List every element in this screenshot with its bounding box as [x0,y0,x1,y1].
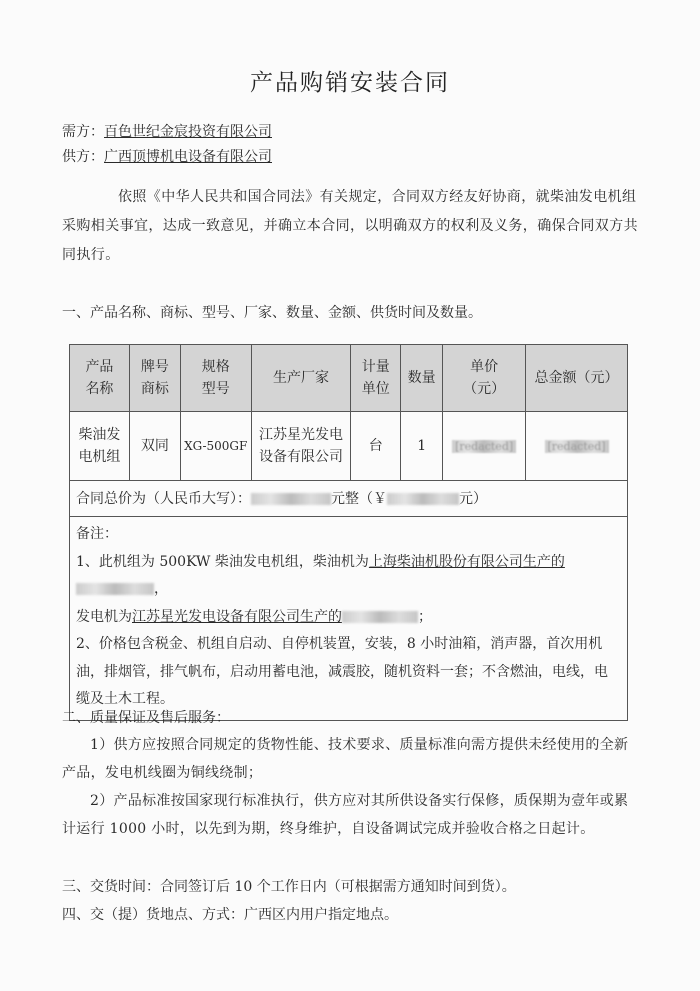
header-cell: 数量 [401,345,443,412]
note-text: ； [418,608,432,625]
total-suffix: 元） [459,490,487,507]
seller-name: 广西顶博机电设备有限公司 [104,149,272,165]
note-1 [76,549,621,632]
redaction [251,493,331,505]
buyer-line [62,121,272,141]
buyer-label: 需方： [62,124,104,140]
cell-model: XG-500GF [180,412,251,481]
header-cell: 产品名称 [70,345,130,412]
header-cell: 单价（元） [443,345,526,412]
cell-maker: 江苏星光发电设备有限公司 [251,412,351,481]
cell-unit: 台 [351,412,401,481]
notes [70,517,627,720]
seller-label: 供方： [62,149,104,165]
section2-item-2: 2）产品标准按国家现行标准执行，供方应对其所供设备实行保修，质保期为壹年或累计运行 1000 小时，以先到为期，终身维护，自设备调试完成并验收合格之日起计。 [62,793,629,837]
seller-line [62,146,272,166]
redaction [342,611,418,623]
note-text: 1、此机组为 500KW 柴油发电机组，柴油机为 [76,553,369,570]
section2-heading: 二、质量保证及售后服务： [62,710,230,726]
header-cell: 计量单位 [351,345,401,412]
table-header-row [70,345,628,412]
total-mid: 元整（￥ [331,490,387,507]
unit-price-redacted: [redacted] [452,440,516,453]
header-cell: 规格型号 [180,345,251,412]
notes-row [70,517,628,721]
note-underlined: 江苏星光发电设备有限公司生产的 [132,608,342,625]
section4-delivery-place: 四、交（提）货地点、方式：广西区内用户指定地点。 [62,907,398,923]
redaction [387,493,459,505]
document-title: 产品购销安装合同 [250,70,450,96]
section2-item-1: 1）供方应按照合同规定的货物性能、技术要求、质量标准向需方提供未经使用的全新产品，发电机线圈为铜线绕制； [62,737,629,781]
header-cell: 生产厂家 [251,345,351,412]
buyer-name: 百色世纪金宸投资有限公司 [104,124,272,140]
table-row [70,412,628,481]
section1-heading: 一、产品名称、商标、型号、厂家、数量、金额、供货时间及数量。 [62,305,482,321]
total-redacted: [redacted] [545,440,609,453]
total-prefix: 合同总价为（人民币大写）： [76,490,251,507]
total-row [70,481,628,517]
intro-paragraph: 依照《中华人民共和国合同法》有关规定，合同双方经友好协商，就柴油发电机组采购相关事宜，达成一致意见，并确立本合同，以明确双方的权利及义务，确保合同双方共同执行。 [62,189,638,263]
header-cell: 牌号商标 [129,345,180,412]
note-2: 2、价格包含税金、机组自启动、自停机装置，安装，8 小时油箱，消声器，首次用机油，排烟管，排气帆布，启动用蓄电池，减震胶，随机资料一套；不含燃油，电线，电缆及土木工程。 [76,636,608,707]
cell-brand: 双同 [129,412,180,481]
note-underlined: 上海柴油机股份有限公司生产的 [368,553,565,570]
cell-product: 柴油发电机组 [70,412,130,481]
notes-label: 备注： [76,526,118,542]
cell-qty: 1 [401,412,443,481]
product-table [69,344,628,721]
cell-unit-price [443,412,526,481]
header-cell: 总金额（元） [526,345,628,412]
redaction [76,583,154,595]
cell-total [526,412,628,481]
section3-delivery-time: 三、交货时间：合同签订后 10 个工作日内（可根据需方通知时间到货）。 [62,879,516,895]
note-text: ， [154,581,168,597]
note-text: 发电机为 [76,608,132,625]
